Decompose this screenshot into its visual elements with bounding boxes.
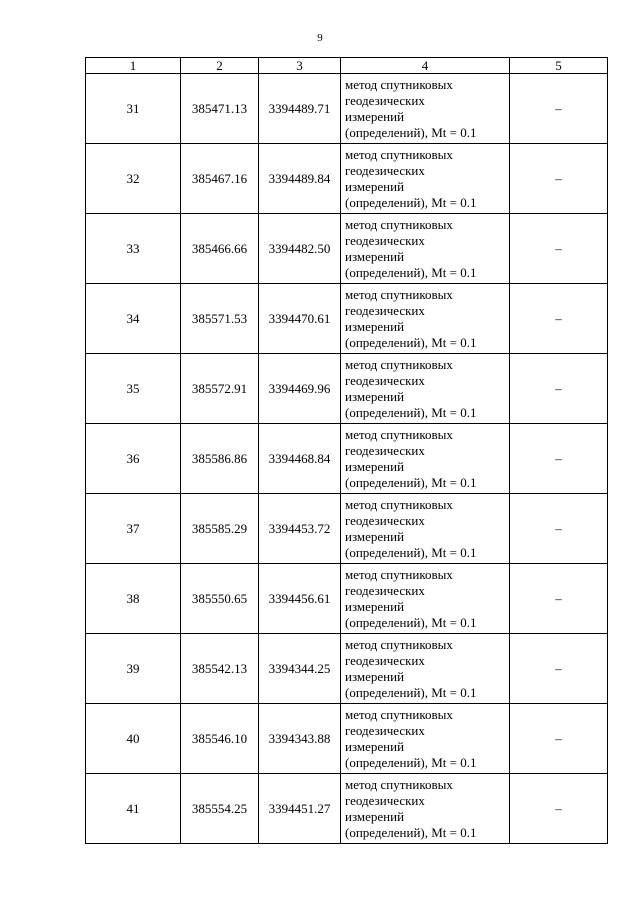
coordinate-y: 3394489.71 (259, 74, 341, 144)
method-line: метод спутниковых (345, 496, 453, 512)
coordinate-y: 3394456.61 (259, 564, 341, 634)
coordinates-table (85, 57, 608, 844)
method-line: геодезических (345, 652, 425, 668)
method-line: метод спутниковых (345, 146, 453, 162)
method-line: геодезических (345, 92, 425, 108)
method-line: измерений (345, 388, 405, 404)
method-description (341, 354, 510, 424)
method-line: (определений), Mt = 0.1 (345, 824, 477, 840)
method-line: измерений (345, 178, 405, 194)
note-dash: – (510, 774, 608, 844)
method-line: (определений), Mt = 0.1 (345, 404, 477, 420)
point-number: 41 (86, 774, 181, 844)
coordinate-y: 3394451.27 (259, 774, 341, 844)
table-row (86, 494, 608, 564)
method-line: измерений (345, 528, 405, 544)
method-line: измерений (345, 108, 405, 124)
point-number: 33 (86, 214, 181, 284)
method-line: метод спутниковых (345, 216, 453, 232)
method-line: метод спутниковых (345, 706, 453, 722)
method-line: измерений (345, 668, 405, 684)
method-line: (определений), Mt = 0.1 (345, 474, 477, 490)
note-dash: – (510, 564, 608, 634)
table-row (86, 214, 608, 284)
table-row (86, 564, 608, 634)
method-line: (определений), Mt = 0.1 (345, 124, 477, 140)
coordinate-x: 385471.13 (181, 74, 259, 144)
coordinate-y: 3394453.72 (259, 494, 341, 564)
method-line: геодезических (345, 442, 425, 458)
point-number: 36 (86, 424, 181, 494)
point-number: 35 (86, 354, 181, 424)
coordinate-x: 385586.86 (181, 424, 259, 494)
coordinate-y: 3394489.84 (259, 144, 341, 214)
method-description (341, 494, 510, 564)
table-row (86, 144, 608, 214)
note-dash: – (510, 284, 608, 354)
column-header-3: 3 (259, 58, 341, 74)
method-description (341, 634, 510, 704)
method-line: метод спутниковых (345, 566, 453, 582)
method-line: геодезических (345, 232, 425, 248)
point-number: 39 (86, 634, 181, 704)
method-description (341, 774, 510, 844)
column-header-5: 5 (510, 58, 608, 74)
table-row (86, 704, 608, 774)
header-row (86, 58, 608, 74)
note-dash: – (510, 704, 608, 774)
method-line: геодезических (345, 722, 425, 738)
method-line: (определений), Mt = 0.1 (345, 264, 477, 280)
table-row (86, 774, 608, 844)
method-line: (определений), Mt = 0.1 (345, 334, 477, 350)
coordinate-y: 3394343.88 (259, 704, 341, 774)
method-line: геодезических (345, 792, 425, 808)
table-row (86, 354, 608, 424)
coordinate-x: 385554.25 (181, 774, 259, 844)
coordinate-x: 385466.66 (181, 214, 259, 284)
coordinate-y: 3394482.50 (259, 214, 341, 284)
method-description (341, 214, 510, 284)
point-number: 38 (86, 564, 181, 634)
method-description (341, 704, 510, 774)
method-line: метод спутниковых (345, 286, 453, 302)
note-dash: – (510, 634, 608, 704)
method-line: измерений (345, 318, 405, 334)
coordinate-x: 385467.16 (181, 144, 259, 214)
method-line: метод спутниковых (345, 356, 453, 372)
note-dash: – (510, 74, 608, 144)
coordinate-x: 385542.13 (181, 634, 259, 704)
point-number: 37 (86, 494, 181, 564)
note-dash: – (510, 214, 608, 284)
coordinate-y: 3394468.84 (259, 424, 341, 494)
method-line: измерений (345, 808, 405, 824)
coordinate-x: 385572.91 (181, 354, 259, 424)
coordinate-x: 385585.29 (181, 494, 259, 564)
coordinate-x: 385546.10 (181, 704, 259, 774)
point-number: 31 (86, 74, 181, 144)
coordinate-x: 385571.53 (181, 284, 259, 354)
table-row (86, 74, 608, 144)
note-dash: – (510, 144, 608, 214)
method-line: (определений), Mt = 0.1 (345, 754, 477, 770)
method-line: метод спутниковых (345, 76, 453, 92)
method-line: измерений (345, 458, 405, 474)
method-line: геодезических (345, 512, 425, 528)
method-line: измерений (345, 248, 405, 264)
point-number: 32 (86, 144, 181, 214)
column-header-1: 1 (86, 58, 181, 74)
method-description (341, 74, 510, 144)
page-number: 9 (317, 32, 323, 44)
point-number: 40 (86, 704, 181, 774)
method-description (341, 284, 510, 354)
method-description (341, 564, 510, 634)
method-line: геодезических (345, 582, 425, 598)
column-header-4: 4 (341, 58, 510, 74)
note-dash: – (510, 424, 608, 494)
coordinate-x: 385550.65 (181, 564, 259, 634)
method-line: измерений (345, 738, 405, 754)
method-line: (определений), Mt = 0.1 (345, 614, 477, 630)
point-number: 34 (86, 284, 181, 354)
coordinate-y: 3394469.96 (259, 354, 341, 424)
coordinate-y: 3394344.25 (259, 634, 341, 704)
note-dash: – (510, 494, 608, 564)
method-line: геодезических (345, 372, 425, 388)
method-line: метод спутниковых (345, 636, 453, 652)
note-dash: – (510, 354, 608, 424)
method-line: (определений), Mt = 0.1 (345, 544, 477, 560)
coordinate-y: 3394470.61 (259, 284, 341, 354)
method-description (341, 424, 510, 494)
table-row (86, 284, 608, 354)
method-description (341, 144, 510, 214)
column-header-2: 2 (181, 58, 259, 74)
method-line: измерений (345, 598, 405, 614)
table-row (86, 634, 608, 704)
method-line: (определений), Mt = 0.1 (345, 194, 477, 210)
method-line: (определений), Mt = 0.1 (345, 684, 477, 700)
method-line: метод спутниковых (345, 426, 453, 442)
method-line: геодезических (345, 302, 425, 318)
method-line: геодезических (345, 162, 425, 178)
table-row (86, 424, 608, 494)
method-line: метод спутниковых (345, 776, 453, 792)
